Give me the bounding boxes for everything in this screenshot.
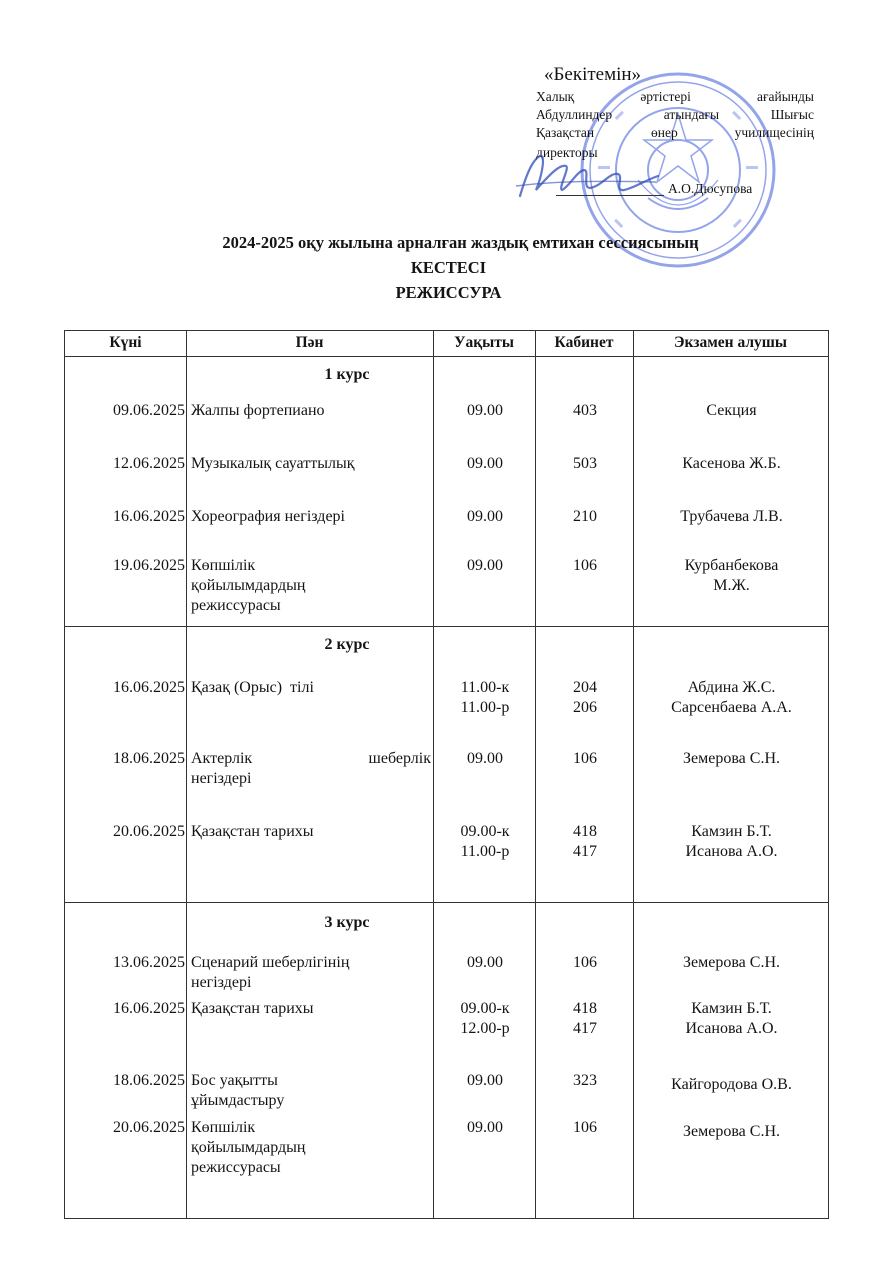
cell-examiner: Абдина Ж.С. Сарсенбаева А.А. <box>671 679 792 716</box>
cell-room: 210 <box>573 508 597 525</box>
cell-date: 20.06.2025 <box>113 1119 185 1136</box>
cell-examiner: Камзин Б.Т. Исанова А.О. <box>685 1000 778 1037</box>
cell-time: 09.00 <box>467 455 503 472</box>
column-header-date: Күні <box>109 334 142 351</box>
column-header-examiner: Экзамен алушы <box>674 334 787 351</box>
program-title: РЕЖИССУРА <box>395 283 502 302</box>
course-label: 2 курс <box>324 636 370 653</box>
approval-word: училищесінің <box>734 125 814 140</box>
approval-word: атындағы <box>663 107 720 122</box>
cell-time: 09.00 <box>467 750 503 767</box>
cell-subject: Хореография негіздері <box>191 508 345 525</box>
cell-time: 11.00-к 11.00-р <box>460 679 510 716</box>
handwritten-signature-icon <box>506 146 666 210</box>
exam-schedule-table <box>64 330 829 1219</box>
cell-room: 503 <box>573 455 597 472</box>
course-label: 3 курс <box>324 914 370 931</box>
cell-date: 12.06.2025 <box>113 455 185 472</box>
approval-word: өнер <box>651 125 678 140</box>
cell-subject: Сценарий шеберлігінің негіздері <box>191 954 350 991</box>
column-header-time: Уақыты <box>454 334 514 351</box>
cell-room: 403 <box>573 402 597 419</box>
approval-word: Абдуллиндер <box>536 107 613 122</box>
cell-date: 13.06.2025 <box>113 954 185 971</box>
document-heading: 2024-2025 оқу жылына арналған жаздық емтихан сессиясының <box>222 233 699 252</box>
cell-room: 106 <box>573 954 597 971</box>
cell-subject: Музыкалық сауаттылық <box>191 455 355 472</box>
approval-word: Шығыс <box>770 107 814 122</box>
cell-examiner: Камзин Б.Т. Исанова А.О. <box>685 823 778 860</box>
approval-word: Қазақстан <box>536 125 595 140</box>
course-section-1 <box>65 357 828 627</box>
cell-subject: Актерлік шеберлік негіздері <box>191 750 431 787</box>
approval-word: директоры <box>536 145 598 160</box>
cell-date: 18.06.2025 <box>113 750 185 767</box>
cell-examiner: Земерова С.Н. <box>682 954 780 971</box>
approval-line-2 <box>536 106 814 124</box>
cell-room: 106 <box>573 557 597 574</box>
cell-subject: Көпшілік қойылымдардың режиссурасы <box>191 1119 306 1176</box>
cell-examiner: Кайгородова О.В. <box>671 1076 792 1093</box>
approval-word: Халық <box>536 89 575 104</box>
cell-examiner: Секция <box>706 402 757 419</box>
cell-date: 09.06.2025 <box>113 402 185 419</box>
column-header-subject: Пән <box>295 334 324 351</box>
cell-date: 18.06.2025 <box>113 1072 185 1089</box>
cell-time: 09.00 <box>467 557 503 574</box>
cell-room: 418 417 <box>573 1000 597 1037</box>
table-header <box>65 331 828 357</box>
cell-time: 09.00-к 12.00-р <box>460 1000 510 1037</box>
cell-examiner: Земерова С.Н. <box>682 1123 780 1140</box>
cell-room: 106 <box>573 750 597 767</box>
approval-line-3 <box>536 124 814 142</box>
cell-room: 323 <box>573 1072 597 1089</box>
cell-room: 418 417 <box>573 823 597 860</box>
cell-subject: Көпшілік қойылымдардың режиссурасы <box>191 557 306 614</box>
approval-word: әртістері <box>640 89 691 104</box>
cell-room: 106 <box>573 1119 597 1136</box>
course-section-3 <box>65 903 828 1218</box>
cell-subject: Жалпы фортепиано <box>191 402 325 419</box>
cell-date: 19.06.2025 <box>113 557 185 574</box>
cell-time: 09.00 <box>467 508 503 525</box>
course-label: 1 курс <box>324 366 370 383</box>
cell-examiner: Земерова С.Н. <box>682 750 780 767</box>
cell-time: 09.00 <box>467 954 503 971</box>
approval-line-1 <box>536 88 814 106</box>
cell-examiner: Курбанбекова М.Ж. <box>684 557 779 594</box>
document-subheading: КЕСТЕСІ <box>410 258 487 277</box>
cell-subject: Қазақстан тарихы <box>191 823 314 840</box>
cell-subject: Қазақстан тарихы <box>191 1000 314 1017</box>
cell-examiner: Трубачева Л.В. <box>680 508 783 525</box>
approval-title: «Бекітемін» <box>544 64 642 85</box>
column-header-room: Кабинет <box>554 334 614 351</box>
cell-date: 20.06.2025 <box>113 823 185 840</box>
cell-date: 16.06.2025 <box>113 679 185 696</box>
course-section-2 <box>65 627 828 903</box>
cell-examiner: Касенова Ж.Б. <box>682 455 781 472</box>
cell-time: 09.00 <box>467 1119 503 1136</box>
cell-time: 09.00 <box>467 1072 503 1089</box>
cell-date: 16.06.2025 <box>113 1000 185 1017</box>
cell-date: 16.06.2025 <box>113 508 185 525</box>
cell-subject: Бос уақытты ұйымдастыру <box>191 1072 285 1109</box>
cell-time: 09.00 <box>467 402 503 419</box>
cell-room: 204 206 <box>573 679 597 716</box>
director-name: А.О.Дюсупова <box>668 181 753 196</box>
approval-word: ағайынды <box>757 89 814 104</box>
cell-time: 09.00-к 11.00-р <box>460 823 510 860</box>
cell-subject: Қазақ (Орыс) тілі <box>191 679 314 696</box>
